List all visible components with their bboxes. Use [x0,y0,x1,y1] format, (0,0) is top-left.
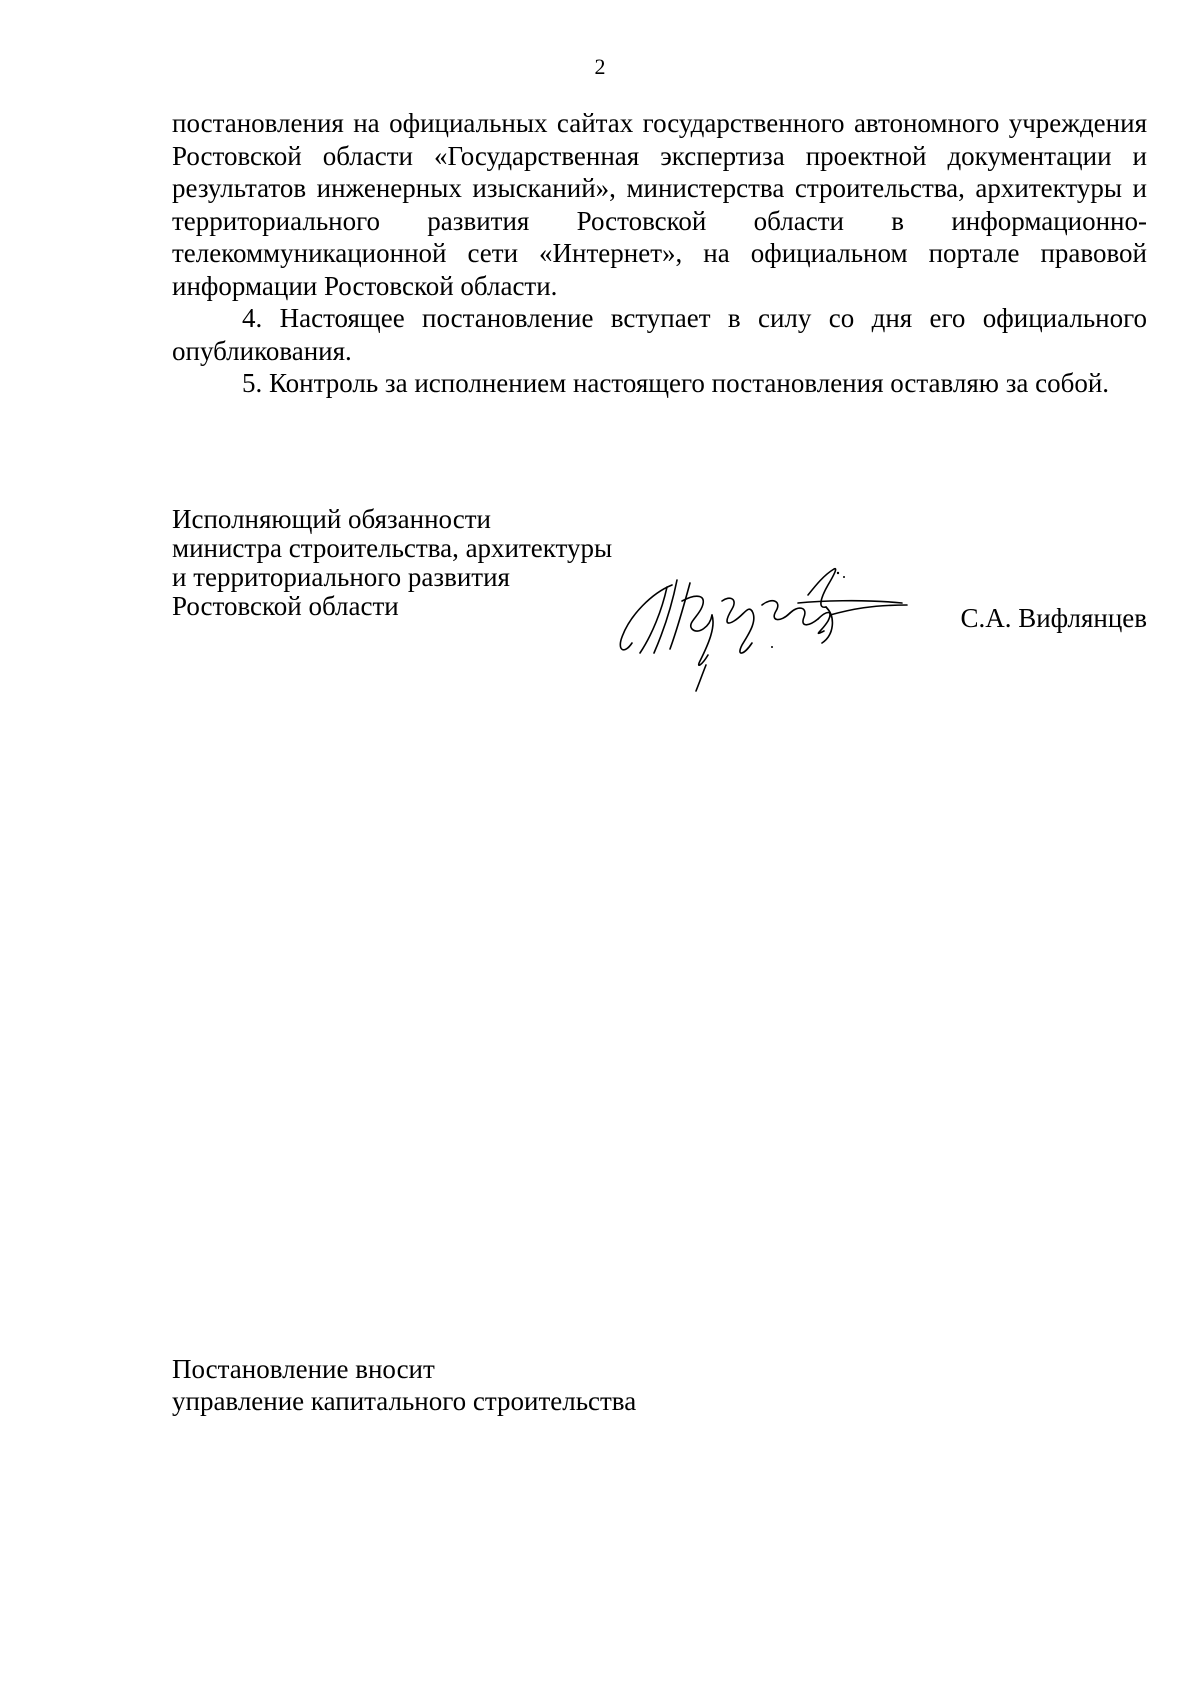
signer-name: С.А. Вифлянцев [960,603,1147,633]
paragraph-item-5: 5. Контроль за исполнением настоящего постановления оставляю за собой. [242,368,1110,398]
handwritten-signature [612,565,952,710]
footer-line: Постановление вносит [172,1354,435,1384]
signatory-title-line: министра строительства, архитектуры [172,533,613,563]
signatory-title-line: и территориального развития [172,562,510,592]
footer-note [172,1353,636,1417]
signatory-title-line: Исполняющий обязанности [172,504,491,534]
document-body [172,107,1147,400]
page-number: 2 [594,54,606,79]
paragraph-item-4: 4. Настоящее постановление вступает в силу со дня его официального опубликования. [172,303,1147,366]
footer-line: управление капитального строительства [172,1386,637,1416]
signatory-title-line: Ростовской области [172,591,399,621]
paragraph-publication: постановления на официальных сайтах государственного автономного учреждения Ростовской области «Государственная экспертиза проектной документации и результатов инженерных изысканий», министерства строительства, архитектуры и территориального развития Ростовской области в информационно-телекоммуникационной сети «Интернет», на официальном портале правовой информации Ростовской области. [172,108,1147,301]
